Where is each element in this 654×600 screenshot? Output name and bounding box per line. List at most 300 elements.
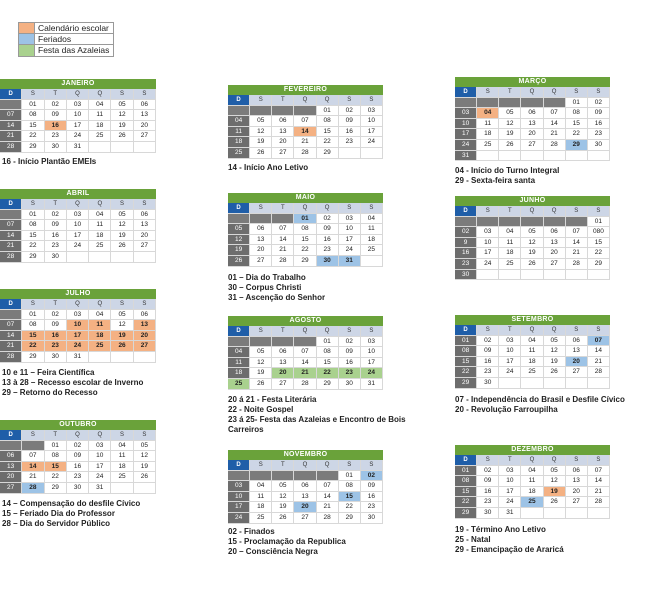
weekday-header: S bbox=[588, 206, 610, 217]
month-grid bbox=[455, 206, 610, 280]
weekday-header: S bbox=[339, 326, 361, 337]
day-cell: 09 bbox=[361, 481, 383, 492]
day-cell: 10 bbox=[228, 492, 250, 503]
day-cell: 01 bbox=[317, 337, 339, 348]
day-cell: 06 bbox=[566, 336, 588, 347]
day-cell: 29 bbox=[22, 142, 44, 153]
day-cell: 21 bbox=[588, 357, 610, 368]
event-note: 10 e 11 – Feira Científica bbox=[2, 368, 95, 377]
day-cell: 20 bbox=[134, 121, 156, 132]
empty-cell bbox=[566, 508, 588, 519]
month-setembro bbox=[455, 315, 610, 389]
day-cell: 03 bbox=[228, 481, 250, 492]
day-cell: 27 bbox=[134, 241, 156, 252]
day-cell: 19 bbox=[272, 502, 294, 513]
month-title: FEVEREIRO bbox=[228, 85, 383, 95]
day-cell: 16 bbox=[477, 357, 499, 368]
day-cell: 15 bbox=[45, 462, 67, 473]
day-cell: 20 bbox=[134, 231, 156, 242]
day-cell: 21 bbox=[0, 131, 22, 142]
day-cell: 28 bbox=[294, 148, 316, 159]
empty-cell bbox=[294, 106, 316, 117]
day-cell: 02 bbox=[588, 98, 610, 109]
day-cell: 06 bbox=[566, 466, 588, 477]
empty-cell bbox=[455, 217, 477, 228]
day-cell: 29 bbox=[317, 379, 339, 390]
weekday-header: D bbox=[0, 199, 22, 210]
empty-cell bbox=[89, 352, 111, 363]
weekday-header: D bbox=[0, 430, 22, 441]
day-cell: 16 bbox=[317, 235, 339, 246]
event-note: 20 – Consciência Negra bbox=[228, 547, 318, 556]
empty-cell bbox=[0, 100, 22, 111]
weekday-header: S bbox=[477, 325, 499, 336]
month-dezembro bbox=[455, 445, 610, 519]
day-cell: 11 bbox=[361, 224, 383, 235]
day-cell: 08 bbox=[317, 116, 339, 127]
day-cell: 12 bbox=[544, 346, 566, 357]
day-cell: 04 bbox=[477, 108, 499, 119]
empty-cell bbox=[317, 471, 339, 482]
day-cell: 13 bbox=[544, 238, 566, 249]
empty-cell bbox=[499, 270, 521, 281]
day-cell: 16 bbox=[588, 119, 610, 130]
month-notes bbox=[455, 395, 645, 415]
day-cell: 27 bbox=[544, 259, 566, 270]
day-cell: 01 bbox=[294, 214, 316, 225]
day-cell: 06 bbox=[0, 451, 22, 462]
month-janeiro bbox=[0, 79, 156, 153]
day-cell: 17 bbox=[67, 121, 89, 132]
day-cell: 27 bbox=[521, 140, 543, 151]
day-cell: 07 bbox=[0, 110, 22, 121]
day-cell: 13 bbox=[134, 220, 156, 231]
day-cell: 03 bbox=[339, 214, 361, 225]
day-cell: 16 bbox=[339, 358, 361, 369]
day-cell: 08 bbox=[22, 320, 44, 331]
weekday-header: Q bbox=[294, 95, 316, 106]
empty-cell bbox=[89, 252, 111, 263]
month-notes bbox=[2, 368, 202, 398]
event-note: 01 – Dia do Trabalho bbox=[228, 273, 306, 282]
day-cell: 01 bbox=[566, 98, 588, 109]
weekday-header: Q bbox=[294, 326, 316, 337]
day-cell: 06 bbox=[521, 108, 543, 119]
weekday-header: S bbox=[22, 89, 44, 100]
weekday-header: S bbox=[588, 87, 610, 98]
event-note: 31 – Ascenção do Senhor bbox=[228, 293, 326, 302]
day-cell: 11 bbox=[521, 346, 543, 357]
day-cell: 24 bbox=[339, 245, 361, 256]
weekday-header: Q bbox=[89, 430, 111, 441]
empty-cell bbox=[566, 378, 588, 389]
event-note: 13 à 28 – Recesso escolar de Inverno bbox=[2, 378, 144, 387]
empty-cell bbox=[67, 252, 89, 263]
empty-cell bbox=[499, 98, 521, 109]
day-cell: 20 bbox=[566, 357, 588, 368]
month-notes bbox=[228, 163, 428, 173]
day-cell: 10 bbox=[499, 476, 521, 487]
day-cell: 07 bbox=[294, 347, 316, 358]
day-cell: 04 bbox=[228, 347, 250, 358]
day-cell: 09 bbox=[477, 346, 499, 357]
day-cell: 04 bbox=[89, 100, 111, 111]
empty-cell bbox=[544, 378, 566, 389]
day-cell: 19 bbox=[544, 357, 566, 368]
legend-item-azaleias bbox=[19, 45, 113, 56]
day-cell: 19 bbox=[544, 487, 566, 498]
empty-cell bbox=[250, 106, 272, 117]
day-cell: 18 bbox=[89, 121, 111, 132]
weekday-header: Q bbox=[521, 455, 543, 466]
weekday-header: T bbox=[272, 203, 294, 214]
day-cell: 22 bbox=[588, 248, 610, 259]
day-cell: 17 bbox=[499, 357, 521, 368]
day-cell: 08 bbox=[317, 347, 339, 358]
day-cell: 06 bbox=[250, 224, 272, 235]
month-grid bbox=[0, 430, 156, 494]
day-cell: 08 bbox=[455, 476, 477, 487]
day-cell: 31 bbox=[67, 142, 89, 153]
weekday-header: Q bbox=[317, 460, 339, 471]
day-cell: 17 bbox=[361, 358, 383, 369]
day-cell: 29 bbox=[294, 256, 316, 267]
weekday-header: Q bbox=[317, 95, 339, 106]
day-cell: 06 bbox=[134, 100, 156, 111]
day-cell: 12 bbox=[111, 320, 133, 331]
empty-cell bbox=[499, 151, 521, 162]
day-cell: 23 bbox=[339, 137, 361, 148]
day-cell: 27 bbox=[0, 483, 22, 494]
day-cell: 05 bbox=[272, 481, 294, 492]
weekday-header: Q bbox=[521, 87, 543, 98]
day-cell: 10 bbox=[339, 224, 361, 235]
weekday-header: S bbox=[111, 89, 133, 100]
day-cell: 29 bbox=[455, 378, 477, 389]
day-cell: 23 bbox=[588, 129, 610, 140]
day-cell: 14 bbox=[0, 331, 22, 342]
weekday-header: S bbox=[361, 203, 383, 214]
weekday-header: S bbox=[111, 199, 133, 210]
day-cell: 18 bbox=[361, 235, 383, 246]
event-note: 04 - Início do Turno Integral bbox=[455, 166, 560, 175]
day-cell: 13 bbox=[272, 127, 294, 138]
weekday-header: S bbox=[477, 206, 499, 217]
empty-cell bbox=[228, 471, 250, 482]
weekday-header: S bbox=[339, 95, 361, 106]
weekday-header: Q bbox=[67, 89, 89, 100]
day-cell: 27 bbox=[272, 379, 294, 390]
day-cell: 08 bbox=[566, 108, 588, 119]
day-cell: 17 bbox=[67, 331, 89, 342]
month-notes bbox=[455, 525, 645, 555]
day-cell: 10 bbox=[67, 320, 89, 331]
day-cell: 25 bbox=[228, 379, 250, 390]
empty-cell bbox=[0, 210, 22, 221]
day-cell: 01 bbox=[22, 100, 44, 111]
empty-cell bbox=[111, 352, 133, 363]
day-cell: 12 bbox=[111, 220, 133, 231]
day-cell: 16 bbox=[455, 248, 477, 259]
day-cell: 12 bbox=[544, 476, 566, 487]
weekday-header: D bbox=[0, 89, 22, 100]
day-cell: 13 bbox=[134, 110, 156, 121]
day-cell: 10 bbox=[361, 116, 383, 127]
day-cell: 25 bbox=[89, 341, 111, 352]
day-cell: 15 bbox=[22, 331, 44, 342]
weekday-header: S bbox=[134, 199, 156, 210]
day-cell: 23 bbox=[477, 367, 499, 378]
day-cell: 02 bbox=[477, 466, 499, 477]
day-cell: 18 bbox=[111, 462, 133, 473]
empty-cell bbox=[521, 378, 543, 389]
day-cell: 07 bbox=[294, 116, 316, 127]
event-note: 14 - Início Ano Letivo bbox=[228, 163, 309, 172]
day-cell: 11 bbox=[89, 110, 111, 121]
day-cell: 15 bbox=[566, 119, 588, 130]
day-cell: 03 bbox=[67, 210, 89, 221]
day-cell: 22 bbox=[22, 131, 44, 142]
weekday-header: S bbox=[361, 95, 383, 106]
empty-cell bbox=[228, 337, 250, 348]
day-cell: 16 bbox=[477, 487, 499, 498]
month-title: SETEMBRO bbox=[455, 315, 610, 325]
day-cell: 22 bbox=[317, 137, 339, 148]
day-cell: 09 bbox=[45, 320, 67, 331]
empty-cell bbox=[361, 148, 383, 159]
empty-cell bbox=[566, 217, 588, 228]
day-cell: 27 bbox=[134, 341, 156, 352]
day-cell: 20 bbox=[544, 248, 566, 259]
day-cell: 15 bbox=[317, 358, 339, 369]
day-cell: 21 bbox=[294, 368, 316, 379]
weekday-header: S bbox=[134, 89, 156, 100]
day-cell: 24 bbox=[67, 241, 89, 252]
day-cell: 02 bbox=[45, 210, 67, 221]
day-cell: 15 bbox=[455, 487, 477, 498]
empty-cell bbox=[588, 508, 610, 519]
empty-cell bbox=[544, 98, 566, 109]
day-cell: 15 bbox=[339, 492, 361, 503]
empty-cell bbox=[272, 337, 294, 348]
day-cell: 09 bbox=[45, 220, 67, 231]
empty-cell bbox=[339, 148, 361, 159]
day-cell: 30 bbox=[588, 140, 610, 151]
day-cell: 03 bbox=[361, 106, 383, 117]
day-cell: 08 bbox=[22, 220, 44, 231]
day-cell: 06 bbox=[134, 210, 156, 221]
day-cell: 04 bbox=[89, 310, 111, 321]
day-cell: 14 bbox=[544, 119, 566, 130]
day-cell: 23 bbox=[339, 368, 361, 379]
day-cell: 17 bbox=[89, 462, 111, 473]
day-cell: 26 bbox=[250, 379, 272, 390]
day-cell: 18 bbox=[477, 129, 499, 140]
day-cell: 05 bbox=[134, 441, 156, 452]
day-cell: 20 bbox=[272, 137, 294, 148]
month-grid bbox=[228, 203, 383, 267]
day-cell: 26 bbox=[111, 341, 133, 352]
day-cell: 28 bbox=[22, 483, 44, 494]
day-cell: 05 bbox=[544, 336, 566, 347]
event-note: 29 - Emancipação de Araricá bbox=[455, 545, 564, 554]
month-grid bbox=[0, 199, 156, 263]
day-cell: 18 bbox=[250, 502, 272, 513]
month-title: NOVEMBRO bbox=[228, 450, 383, 460]
weekday-header: T bbox=[499, 455, 521, 466]
day-cell: 10 bbox=[89, 451, 111, 462]
day-cell: 10 bbox=[477, 238, 499, 249]
weekday-header: D bbox=[228, 326, 250, 337]
event-note: 16 - Início Plantão EMEIs bbox=[2, 157, 97, 166]
day-cell: 31 bbox=[455, 151, 477, 162]
day-cell: 22 bbox=[317, 368, 339, 379]
day-cell: 25 bbox=[89, 241, 111, 252]
day-cell: 10 bbox=[361, 347, 383, 358]
weekday-header: T bbox=[272, 326, 294, 337]
day-cell: 09 bbox=[67, 451, 89, 462]
day-cell: 24 bbox=[361, 368, 383, 379]
legend-swatch bbox=[19, 34, 35, 44]
day-cell: 06 bbox=[272, 347, 294, 358]
weekday-header: T bbox=[272, 95, 294, 106]
day-cell: 19 bbox=[228, 245, 250, 256]
empty-cell bbox=[521, 270, 543, 281]
day-cell: 27 bbox=[250, 256, 272, 267]
month-notes bbox=[228, 395, 428, 435]
weekday-header: S bbox=[477, 455, 499, 466]
day-cell: 01 bbox=[588, 217, 610, 228]
legend bbox=[18, 22, 114, 57]
day-cell: 15 bbox=[588, 238, 610, 249]
day-cell: 04 bbox=[111, 441, 133, 452]
day-cell: 06 bbox=[544, 227, 566, 238]
day-cell: 31 bbox=[361, 379, 383, 390]
empty-cell bbox=[228, 214, 250, 225]
day-cell: 18 bbox=[521, 487, 543, 498]
day-cell: 31 bbox=[339, 256, 361, 267]
day-cell: 18 bbox=[89, 331, 111, 342]
day-cell: 09 bbox=[477, 476, 499, 487]
legend-label: Calendário escolar bbox=[38, 22, 109, 33]
day-cell: 04 bbox=[499, 227, 521, 238]
day-cell: 05 bbox=[111, 310, 133, 321]
day-cell: 14 bbox=[588, 346, 610, 357]
day-cell: 27 bbox=[272, 148, 294, 159]
day-cell: 15 bbox=[455, 357, 477, 368]
empty-cell bbox=[228, 106, 250, 117]
day-cell: 03 bbox=[361, 337, 383, 348]
weekday-header: S bbox=[588, 455, 610, 466]
day-cell: 05 bbox=[111, 100, 133, 111]
month-title: ABRIL bbox=[0, 189, 156, 199]
day-cell: 09 bbox=[317, 224, 339, 235]
month-novembro bbox=[228, 450, 383, 524]
day-cell: 03 bbox=[455, 108, 477, 119]
day-cell: 30 bbox=[455, 270, 477, 281]
empty-cell bbox=[521, 217, 543, 228]
event-note: 14 – Compensação do desfile Cívico bbox=[2, 499, 141, 508]
day-cell: 09 bbox=[588, 108, 610, 119]
day-cell: 23 bbox=[45, 341, 67, 352]
day-cell: 20 bbox=[134, 331, 156, 342]
day-cell: 17 bbox=[455, 129, 477, 140]
day-cell: 14 bbox=[294, 127, 316, 138]
day-cell: 26 bbox=[521, 259, 543, 270]
empty-cell bbox=[477, 270, 499, 281]
month-março bbox=[455, 77, 610, 161]
empty-cell bbox=[250, 337, 272, 348]
month-grid bbox=[0, 299, 156, 363]
event-note: 25 - Natal bbox=[455, 535, 491, 544]
weekday-header: S bbox=[250, 203, 272, 214]
month-grid bbox=[0, 89, 156, 153]
weekday-header: S bbox=[339, 203, 361, 214]
weekday-header: S bbox=[111, 430, 133, 441]
weekday-header: S bbox=[111, 299, 133, 310]
month-title: JULHO bbox=[0, 289, 156, 299]
weekday-header: D bbox=[455, 455, 477, 466]
day-cell: 11 bbox=[521, 476, 543, 487]
day-cell: 03 bbox=[499, 336, 521, 347]
day-cell: 15 bbox=[22, 121, 44, 132]
event-note: 19 - Término Ano Letivo bbox=[455, 525, 546, 534]
weekday-header: T bbox=[272, 460, 294, 471]
day-cell: 23 bbox=[455, 259, 477, 270]
event-note: 20 - Revolução Farroupilha bbox=[455, 405, 558, 414]
day-cell: 21 bbox=[544, 129, 566, 140]
day-cell: 02 bbox=[67, 441, 89, 452]
day-cell: 20 bbox=[566, 487, 588, 498]
day-cell: 28 bbox=[588, 367, 610, 378]
day-cell: 12 bbox=[250, 358, 272, 369]
day-cell: 01 bbox=[45, 441, 67, 452]
day-cell: 05 bbox=[250, 347, 272, 358]
day-cell: 30 bbox=[339, 379, 361, 390]
legend-swatch bbox=[19, 23, 35, 33]
month-title: DEZEMBRO bbox=[455, 445, 610, 455]
month-grid bbox=[455, 455, 610, 519]
weekday-header: D bbox=[0, 299, 22, 310]
day-cell: 11 bbox=[477, 119, 499, 130]
day-cell: 25 bbox=[361, 245, 383, 256]
weekday-header: S bbox=[339, 460, 361, 471]
day-cell: 04 bbox=[250, 481, 272, 492]
day-cell: 11 bbox=[111, 451, 133, 462]
day-cell: 17 bbox=[67, 231, 89, 242]
weekday-header: T bbox=[499, 325, 521, 336]
day-cell: 13 bbox=[566, 346, 588, 357]
day-cell: 26 bbox=[111, 241, 133, 252]
day-cell: 31 bbox=[89, 483, 111, 494]
day-cell: 03 bbox=[499, 466, 521, 477]
empty-cell bbox=[250, 471, 272, 482]
weekday-header: S bbox=[250, 460, 272, 471]
weekday-header: S bbox=[22, 299, 44, 310]
day-cell: 30 bbox=[45, 142, 67, 153]
day-cell: 01 bbox=[317, 106, 339, 117]
day-cell: 29 bbox=[566, 140, 588, 151]
weekday-header: S bbox=[250, 95, 272, 106]
empty-cell bbox=[544, 508, 566, 519]
day-cell: 04 bbox=[361, 214, 383, 225]
weekday-header: S bbox=[134, 430, 156, 441]
day-cell: 28 bbox=[317, 513, 339, 524]
day-cell: 29 bbox=[45, 483, 67, 494]
weekday-header: D bbox=[228, 95, 250, 106]
day-cell: 05 bbox=[250, 116, 272, 127]
day-cell: 20 bbox=[521, 129, 543, 140]
